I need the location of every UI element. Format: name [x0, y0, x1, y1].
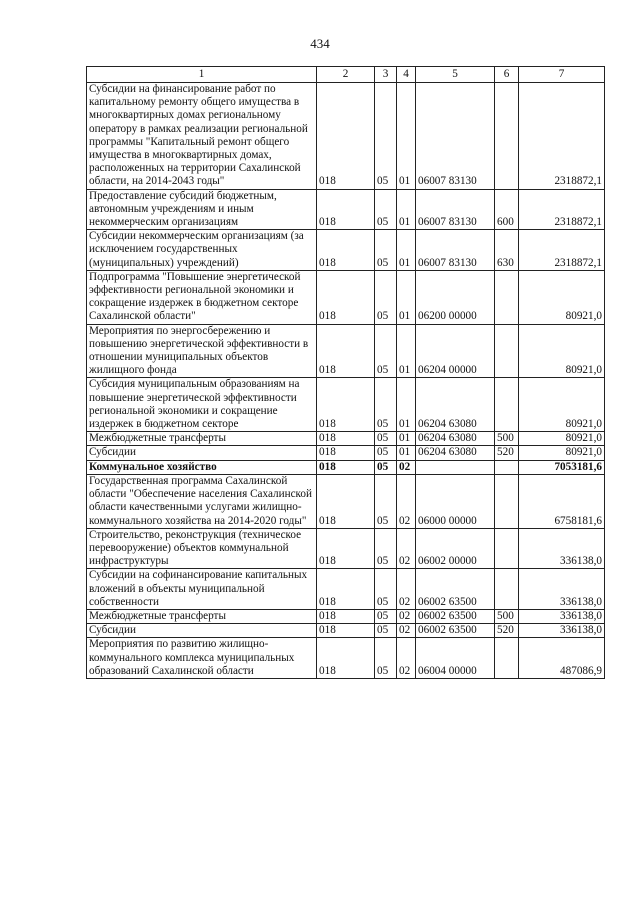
row-name-cell: Субсидия муниципальным образованиям на повышение энергетической эффективности региональной экономики и сокращение издержек в бюджетном секторе [87, 378, 317, 432]
table-row [87, 324, 605, 378]
target-article-cell: 06200 00000 [416, 270, 495, 324]
amount-cell: 2318872,1 [519, 83, 605, 190]
table-row [87, 230, 605, 271]
row-name-cell: Субсидии [87, 446, 317, 460]
row-name-cell: Мероприятия по энергосбережению и повышению энергетической эффективности в отношении муниципальных объектов жилищного фонда [87, 324, 317, 378]
subsection-code-cell: 01 [397, 230, 416, 271]
section-code-cell: 05 [375, 474, 397, 528]
section-code-cell: 05 [375, 460, 397, 474]
row-name-cell: Подпрограмма "Повышение энергетической эффективности региональной экономики и сокращение издержек в бюджетном секторе Сахалинской области" [87, 270, 317, 324]
section-code-cell: 05 [375, 270, 397, 324]
subsection-code-cell: 01 [397, 189, 416, 230]
ministry-code-cell: 018 [317, 609, 375, 623]
section-code-cell: 05 [375, 446, 397, 460]
expense-type-cell [495, 569, 519, 610]
target-article-cell: 06204 63080 [416, 446, 495, 460]
target-article-cell: 06002 63500 [416, 609, 495, 623]
target-article-cell: 06004 00000 [416, 638, 495, 679]
section-code-cell: 05 [375, 528, 397, 569]
ministry-code-cell: 018 [317, 378, 375, 432]
ministry-code-cell: 018 [317, 189, 375, 230]
table-row [87, 460, 605, 474]
column-header: 2 [317, 67, 375, 83]
subsection-code-cell: 02 [397, 460, 416, 474]
row-name-cell: Субсидии на софинансирование капитальных вложений в объекты муниципальной собственности [87, 569, 317, 610]
amount-cell: 80921,0 [519, 270, 605, 324]
table-row [87, 569, 605, 610]
row-name-cell: Строительство, реконструкция (техническое перевооружение) объектов коммунальной инфраструктуры [87, 528, 317, 569]
target-article-cell: 06007 83130 [416, 230, 495, 271]
subsection-code-cell: 01 [397, 446, 416, 460]
table-header-row [87, 67, 605, 83]
row-name-cell: Государственная программа Сахалинской области "Обеспечение населения Сахалинской области качественными услугами жилищно-коммунального хозяйства на 2014-2020 годы" [87, 474, 317, 528]
amount-cell: 80921,0 [519, 432, 605, 446]
expense-type-cell: 630 [495, 230, 519, 271]
subsection-code-cell: 01 [397, 378, 416, 432]
amount-cell: 336138,0 [519, 569, 605, 610]
amount-cell: 487086,9 [519, 638, 605, 679]
expense-type-cell: 600 [495, 189, 519, 230]
subsection-code-cell: 02 [397, 624, 416, 638]
column-header: 5 [416, 67, 495, 83]
expense-type-cell [495, 460, 519, 474]
section-code-cell: 05 [375, 189, 397, 230]
column-header: 1 [87, 67, 317, 83]
table-row [87, 638, 605, 679]
expense-type-cell: 500 [495, 432, 519, 446]
ministry-code-cell: 018 [317, 474, 375, 528]
section-code-cell: 05 [375, 609, 397, 623]
expense-type-cell: 520 [495, 624, 519, 638]
target-article-cell: 06204 63080 [416, 378, 495, 432]
subsection-code-cell: 02 [397, 638, 416, 679]
table-row [87, 446, 605, 460]
amount-cell: 336138,0 [519, 609, 605, 623]
section-code-cell: 05 [375, 230, 397, 271]
row-name-cell: Межбюджетные трансферты [87, 609, 317, 623]
column-header: 6 [495, 67, 519, 83]
amount-cell: 80921,0 [519, 324, 605, 378]
amount-cell: 6758181,6 [519, 474, 605, 528]
row-name-cell: Предоставление субсидий бюджетным, автономным учреждениям и иным некоммерческим организациям [87, 189, 317, 230]
section-code-cell: 05 [375, 378, 397, 432]
row-name-cell: Коммунальное хозяйство [87, 460, 317, 474]
section-code-cell: 05 [375, 83, 397, 190]
row-name-cell: Субсидии [87, 624, 317, 638]
budget-table [86, 66, 605, 679]
row-name-cell: Межбюджетные трансферты [87, 432, 317, 446]
column-header: 3 [375, 67, 397, 83]
amount-cell: 2318872,1 [519, 189, 605, 230]
ministry-code-cell: 018 [317, 446, 375, 460]
section-code-cell: 05 [375, 569, 397, 610]
subsection-code-cell: 01 [397, 324, 416, 378]
amount-cell: 7053181,6 [519, 460, 605, 474]
ministry-code-cell: 018 [317, 83, 375, 190]
amount-cell: 336138,0 [519, 528, 605, 569]
ministry-code-cell: 018 [317, 638, 375, 679]
row-name-cell: Субсидии некоммерческим организациям (за исключением государственных (муниципальных) учреждений) [87, 230, 317, 271]
expense-type-cell [495, 324, 519, 378]
amount-cell: 2318872,1 [519, 230, 605, 271]
target-article-cell: 06204 00000 [416, 324, 495, 378]
table-row [87, 609, 605, 623]
expense-type-cell [495, 83, 519, 190]
table-row [87, 83, 605, 190]
table-row [87, 189, 605, 230]
ministry-code-cell: 018 [317, 528, 375, 569]
target-article-cell [416, 460, 495, 474]
amount-cell: 336138,0 [519, 624, 605, 638]
section-code-cell: 05 [375, 638, 397, 679]
subsection-code-cell: 02 [397, 474, 416, 528]
expense-type-cell [495, 474, 519, 528]
subsection-code-cell: 02 [397, 528, 416, 569]
section-code-cell: 05 [375, 432, 397, 446]
table-body [87, 83, 605, 679]
target-article-cell: 06007 83130 [416, 189, 495, 230]
table-row [87, 432, 605, 446]
table-row [87, 528, 605, 569]
table-row [87, 624, 605, 638]
column-header: 7 [519, 67, 605, 83]
subsection-code-cell: 02 [397, 569, 416, 610]
ministry-code-cell: 018 [317, 432, 375, 446]
ministry-code-cell: 018 [317, 230, 375, 271]
ministry-code-cell: 018 [317, 324, 375, 378]
column-header: 4 [397, 67, 416, 83]
expense-type-cell [495, 638, 519, 679]
amount-cell: 80921,0 [519, 446, 605, 460]
expense-type-cell [495, 270, 519, 324]
target-article-cell: 06204 63080 [416, 432, 495, 446]
expense-type-cell: 500 [495, 609, 519, 623]
subsection-code-cell: 01 [397, 83, 416, 190]
section-code-cell: 05 [375, 324, 397, 378]
table-row [87, 378, 605, 432]
amount-cell: 80921,0 [519, 378, 605, 432]
row-name-cell: Субсидии на финансирование работ по капитальному ремонту общего имущества в многоквартирных домах региональному оператору в рамках реализации региональной программы "Капитальный ремонт общего имущества в многоквартирных домах, расположенных на территории Сахалинской области, на 2014-2043 годы" [87, 83, 317, 190]
target-article-cell: 06007 83130 [416, 83, 495, 190]
target-article-cell: 06002 63500 [416, 569, 495, 610]
ministry-code-cell: 018 [317, 569, 375, 610]
ministry-code-cell: 018 [317, 270, 375, 324]
expense-type-cell: 520 [495, 446, 519, 460]
section-code-cell: 05 [375, 624, 397, 638]
page-number: 434 [310, 36, 330, 51]
ministry-code-cell: 018 [317, 624, 375, 638]
table-row [87, 270, 605, 324]
table-row [87, 474, 605, 528]
expense-type-cell [495, 378, 519, 432]
target-article-cell: 06002 00000 [416, 528, 495, 569]
row-name-cell: Мероприятия по развитию жилищно-коммунального комплекса муниципальных образований Сахалинской области [87, 638, 317, 679]
subsection-code-cell: 02 [397, 609, 416, 623]
target-article-cell: 06002 63500 [416, 624, 495, 638]
target-article-cell: 06000 00000 [416, 474, 495, 528]
ministry-code-cell: 018 [317, 460, 375, 474]
expense-type-cell [495, 528, 519, 569]
subsection-code-cell: 01 [397, 270, 416, 324]
subsection-code-cell: 01 [397, 432, 416, 446]
